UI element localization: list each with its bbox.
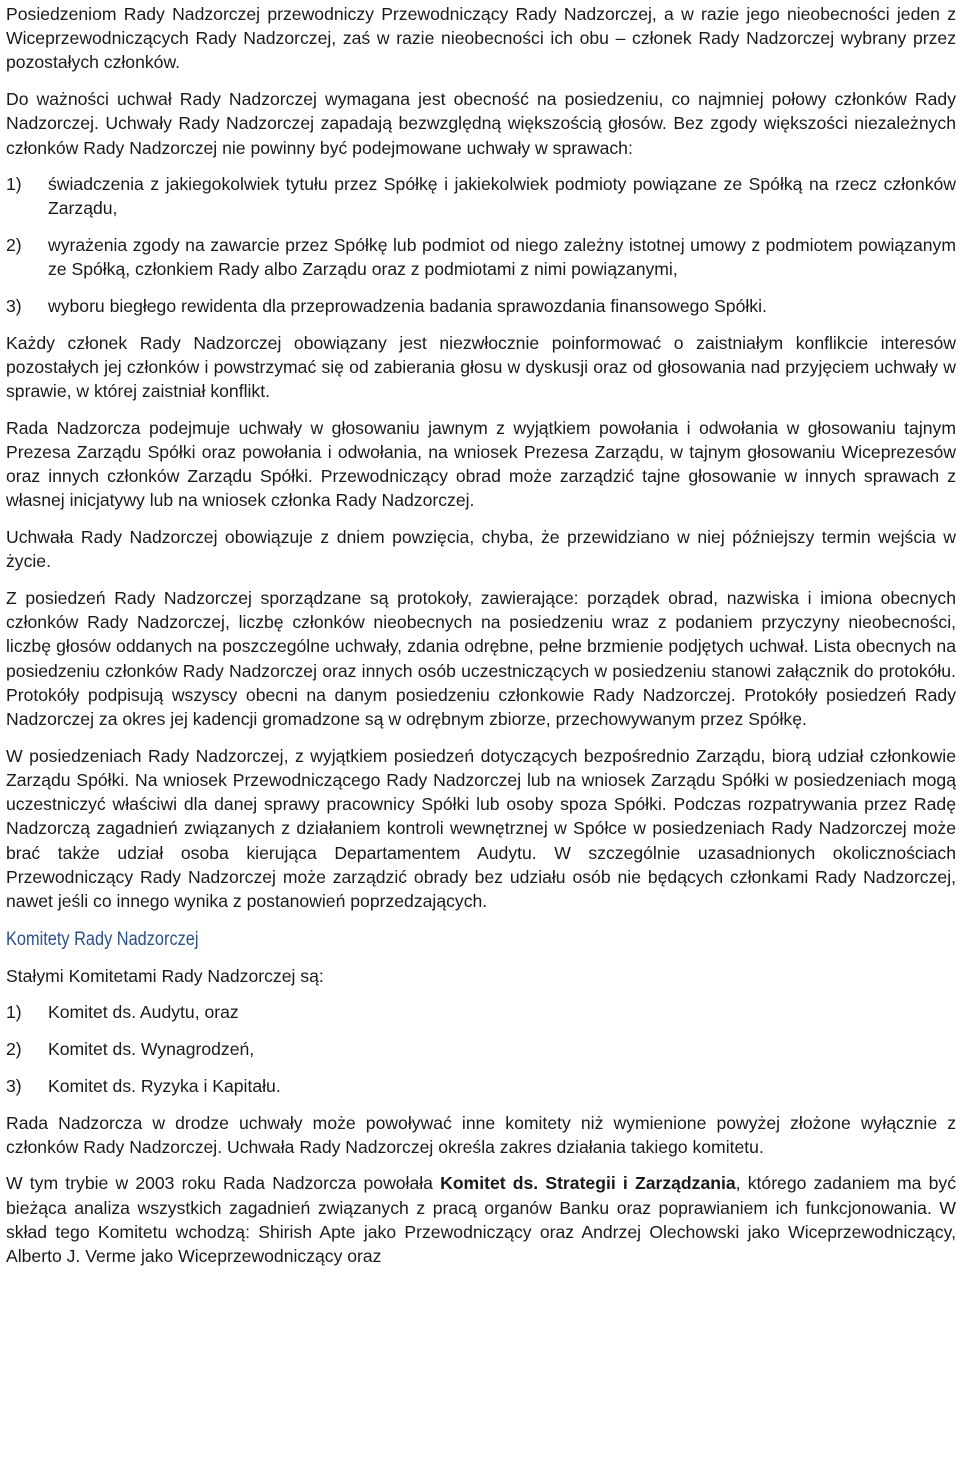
list-item [6,1000,956,1024]
list-item [6,172,956,220]
list-item-text: Komitet ds. Wynagrodzeń, [48,1039,255,1060]
list-item [6,233,956,281]
list-independent-consent [6,172,956,318]
paragraph-conflict-of-interest: Każdy członek Rady Nadzorczej obowiązany jest niezwłocznie poinformować o zaistniałym konflikcie interesów pozostałych jej członków i powstrzymać się od zabierania głosu w dyskusji oraz od głosowania nad przyjęciem uchwały w sprawie, w której zaistniał konflikt. [6,332,956,402]
list-item [6,1037,956,1061]
list-item-text: świadczenia z jakiegokolwiek tytułu przez Spółkę i jakiekolwiek podmioty powiązane ze Spółką na rzecz członków Zarządu, [48,174,956,219]
strategy-intro-text: W tym trybie w 2003 roku Rada Nadzorcza powołała [6,1173,441,1194]
list-committees [6,1000,956,1098]
list-item-text: wyrażenia zgody na zawarcie przez Spółkę lub podmiot od niego zależny istotnej umowy z podmiotem powiązanym ze Spółką, członkiem Rady albo Zarządu oraz z podmiotami z nimi powiązanymi, [48,235,956,280]
strategy-committee-name: Komitet ds. Strategii i Zarządzania [440,1173,736,1194]
list-item-number: 3) [6,296,22,317]
list-item-number: 2) [6,235,22,256]
list-item-text: wyboru biegłego rewidenta dla przeprowadzenia badania sprawozdania finansowego Spółki. [48,296,767,317]
list-item [6,294,956,318]
paragraph-voting: Rada Nadzorcza podejmuje uchwały w głosowaniu jawnym z wyjątkiem powołania i odwołania w głosowaniu tajnym Prezesa Zarządu Spółki oraz powołania i odwołania, na wniosek Prezesa Zarządu, w tajnym głosowaniu Wiceprezesów oraz innych członków Zarządu Spółki. Przewodniczący obrad może zarządzić tajne głosowanie w innych sprawach z własnej inicjatywy lub na wniosek członka Rady Nadzorczej. [6,417,956,511]
paragraph-strategy-committee [6,1171,956,1268]
paragraph-other-committees: Rada Nadzorcza w drodze uchwały może powoływać inne komitety niż wymienione powyżej złożone wyłącznie z członków Rady Nadzorczej. Uchwała Rady Nadzorczej określa zakres działania takiego komitetu. [6,1112,956,1157]
paragraph-minutes: Z posiedzeń Rady Nadzorczej sporządzane są protokoły, zawierające: porządek obrad, nazwiska i imiona obecnych członków Rady Nadzorczej, liczbę członków nieobecnych na posiedzeniu wraz z podaniem przyczyny nieobecności, liczbę głosów oddanych na poszczególne uchwały, zdania odrębne, pełne brzmienie podjętych uchwał. Lista obecnych na posiedzeniu członków Rady Nadzorczej oraz innych osób uczestniczących w posiedzeniu stanowi załącznik do protokółu. Protokóły podpisują wszyscy obecni na danym posiedzeniu członkowie Rady Nadzorczej. Protokóły posiedzeń Rady Nadzorczej za okres jej kadencji gromadzone są w odrębnym zbiorze, przechowywanym przez Spółkę. [6,588,956,730]
list-item-text: Komitet ds. Ryzyka i Kapitału. [48,1075,281,1096]
paragraph-quorum: Do ważności uchwał Rady Nadzorczej wymagana jest obecność na posiedzeniu, co najmniej połowy członków Rady Nadzorczej. Uchwały Rady Nadzorczej zapadają bezwzględną większością głosów. Bez zgody większości niezależnych członków Rady Nadzorczej nie powinny być podejmowane uchwały w sprawach: [6,89,956,158]
paragraph-chairing: Posiedzeniom Rady Nadzorczej przewodniczy Przewodniczący Rady Nadzorczej, a w razie jego nieobecności jeden z Wiceprzewodniczących Rady Nadzorczej, zaś w razie nieobecności ich obu – członek Rady Nadzorczej wybrany przez pozostałych członków. [6,4,956,73]
document-page [6,2,956,1281]
list-item-number: 3) [6,1075,22,1096]
section-heading-committees: Komitety Rady Nadzorczej [6,928,199,950]
paragraph-standing-committees: Stałymi Komitetami Rady Nadzorczej są: [6,965,324,986]
strategy-description-text: , którego zadaniem ma być bieżąca analiza wszystkich zagadnień związanych z pracą organów Banku oraz poprawianiem ich funkcjonowania. W skład tego Komitetu wchodzą: Shirish Apte jako Przewodniczący oraz Andrzej Olechowski jako Wiceprzewodniczący, Alberto J. Verme jako Wiceprzewodniczący oraz [6,1173,956,1267]
list-item-number: 2) [6,1039,22,1060]
list-item [6,1074,956,1098]
list-item-number: 1) [6,1002,22,1023]
list-item-number: 1) [6,174,22,195]
list-item-text: Komitet ds. Audytu, oraz [48,1002,239,1023]
paragraph-resolution-effect: Uchwała Rady Nadzorczej obowiązuje z dniem powzięcia, chyba, że przewidziano w niej późniejszy termin wejścia w życie. [6,527,956,572]
paragraph-attendance: W posiedzeniach Rady Nadzorczej, z wyjątkiem posiedzeń dotyczących bezpośrednio Zarządu, biorą udział członkowie Zarządu Spółki. Na wniosek Przewodniczącego Rady Nadzorczej lub na wniosek Zarządu Spółki w posiedzeniach mogą uczestniczyć właściwi dla danej sprawy pracownicy Spółki lub osoby spoza Spółki. Podczas rozpatrywania przez Radę Nadzorczą zagadnień związanych z działaniem kontroli wewnętrznej w Spółce w posiedzeniach Rady Nadzorczej może brać także udział osoba kierująca Departamentem Audytu. W szczególnie uzasadnionych okolicznościach Przewodniczący Rady Nadzorczej może zarządzić obrady bez udziału osób nie będących członkami Rady Nadzorczej, nawet jeśli co innego wynika z postanowień poprzedzających. [6,745,956,911]
